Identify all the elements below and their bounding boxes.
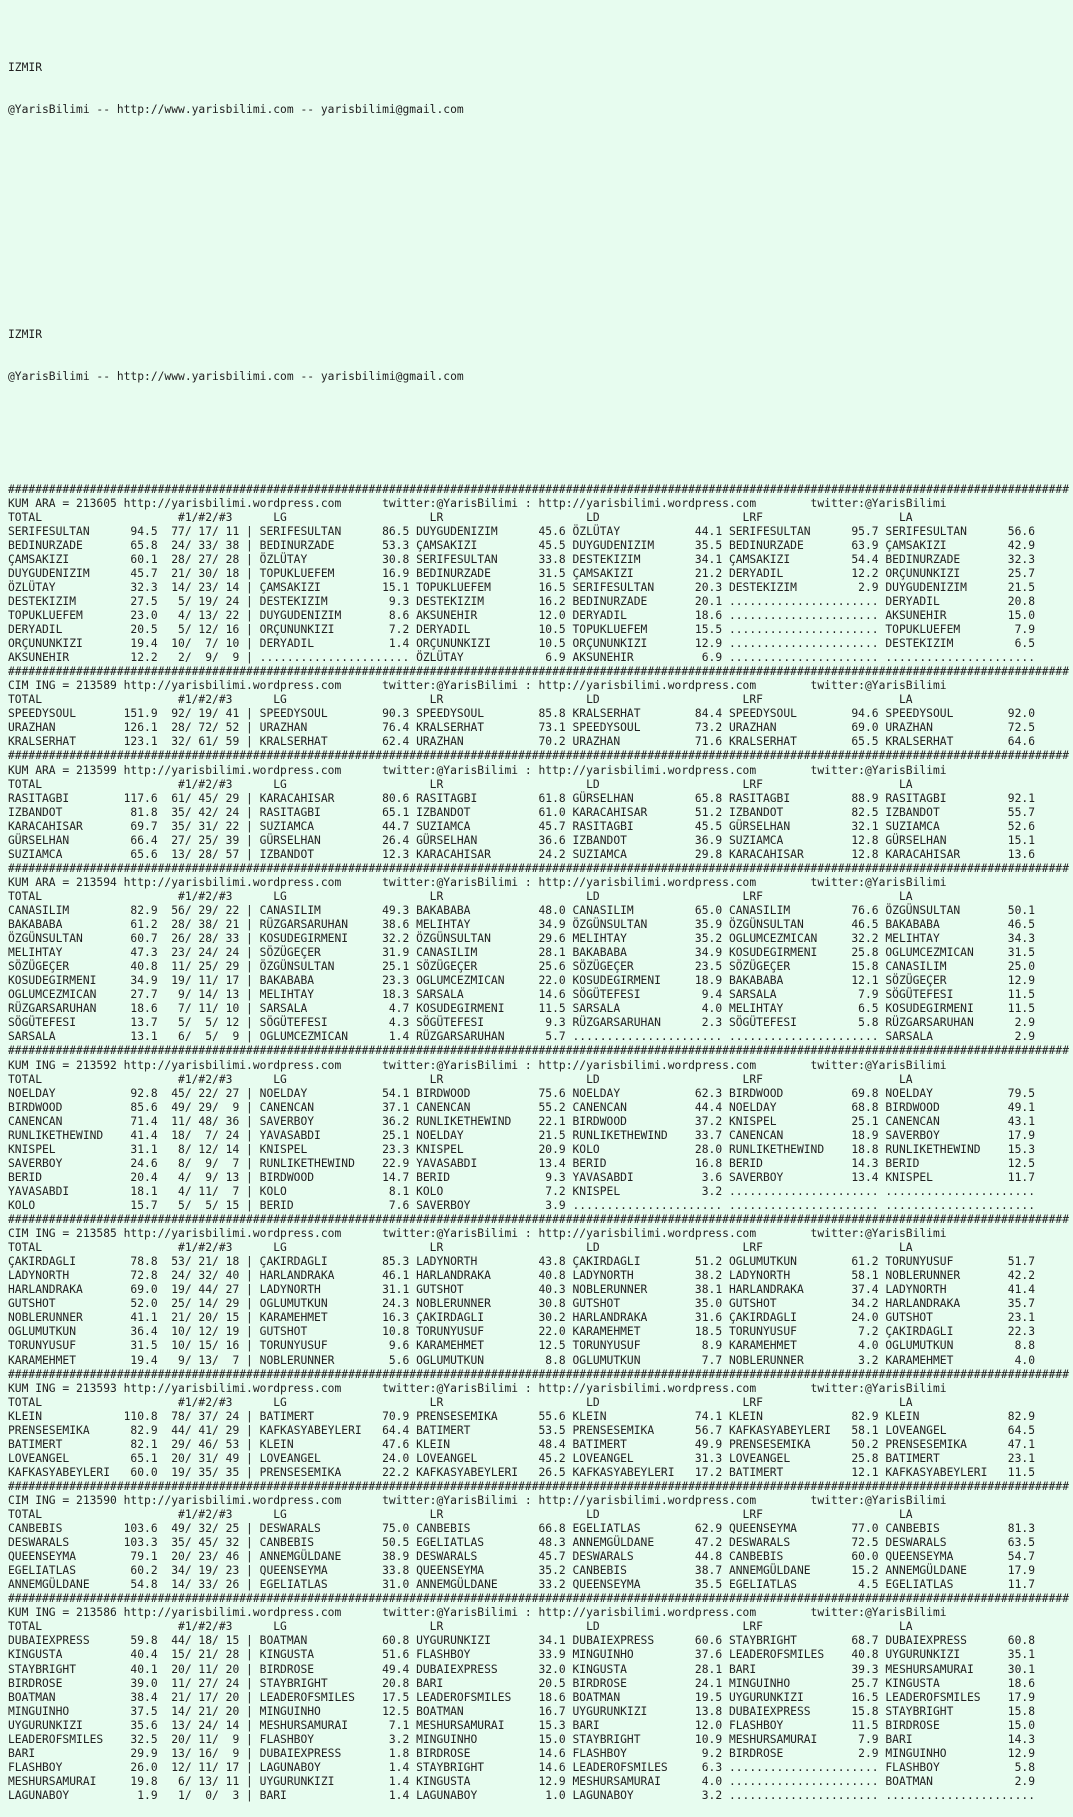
section-header: KUM ARA = 213605 http://yarisbilimi.wordpress.com twitter:@YarisBilimi : http://yarisbilimi.wordpress.com twitter:@YarisBilimi (8, 496, 947, 510)
table-row: KARAMEHMET 19.4 9/ 13/ 7 | NOBLERUNNER 5.6 OGLUMUTKUN 8.8 OGLUMUTKUN 7.7 NOBLERUNNER 3.2 KARAMEHMET 4.0 (8, 1353, 1042, 1367)
column-header-row: TOTAL #1/#2/#3 LG LR LD LRF LA (8, 1395, 920, 1409)
table-row: SARSALA 13.1 6/ 5/ 9 | OGLUMCEZMICAN 1.4 RÜZGARSARUHAN 5.7 ...................... ...................... SARSALA 2.9 (8, 1030, 1042, 1044)
separator-line: ############################################################################################################################################################ (8, 665, 1070, 679)
column-header-row: TOTAL #1/#2/#3 LG LR LD LRF LA (8, 693, 920, 707)
preamble-block-2 (8, 300, 1073, 455)
table-row: SÖZÜGEÇER 40.8 11/ 25/ 29 | ÖZGÜNSULTAN 25.1 SÖZÜGEÇER 25.6 SÖZÜGEÇER 23.5 SÖZÜGEÇER 15.8 CANASILIM 25.0 (8, 960, 1042, 974)
table-row: BIRDWOOD 85.6 49/ 29/ 9 | CANENCAN 37.1 CANENCAN 55.2 CANENCAN 44.4 NOELDAY 68.8 BIRDWOOD 49.1 (8, 1100, 1042, 1114)
table-row: KNISPEL 31.1 8/ 12/ 14 | KNISPEL 23.3 KNISPEL 20.9 KOLO 28.0 RUNLIKETHEWIND 18.8 RUNLIKETHEWIND 15.3 (8, 1142, 1042, 1156)
table-row: ÖZGÜNSULTAN 60.7 26/ 28/ 33 | KOSUDEGIRMENI 32.2 ÖZGÜNSULTAN 29.6 MELIHTAY 35.2 OGLUMCEZMICAN 32.2 MELIHTAY 34.3 (8, 932, 1042, 946)
table-row: MINGUINHO 37.5 14/ 21/ 20 | MINGUINHO 12.5 BOATMAN 16.7 UYGURUNKIZI 13.8 DUBAIEXPRESS 15.8 STAYBRIGHT 15.8 (8, 1704, 1042, 1718)
table-row: BEDINURZADE 65.8 24/ 33/ 38 | BEDINURZADE 53.3 ÇAMSAKIZI 45.5 DUYGUDENIZIM 35.5 BEDINURZADE 63.9 ÇAMSAKIZI 42.9 (8, 538, 1042, 552)
table-row: FLASHBOY 26.0 12/ 11/ 17 | LAGUNABOY 1.4 STAYBRIGHT 14.6 LEADEROFSMILES 6.3 ...................... FLASHBOY 5.8 (8, 1760, 1042, 1774)
section-header: CIM ING = 213585 http://yarisbilimi.wordpress.com twitter:@YarisBilimi : http://yarisbilimi.wordpress.com twitter:@YarisBilimi (8, 1227, 947, 1241)
table-row: URAZHAN 126.1 28/ 72/ 52 | URAZHAN 76.4 KRALSERHAT 73.1 SPEEDYSOUL 73.2 URAZHAN 69.0 URAZHAN 72.5 (8, 721, 1042, 735)
blank-line (8, 145, 1073, 159)
contact-line: @YarisBilimi -- http://www.yarisbilimi.com -- yarisbilimi@gmail.com (8, 370, 464, 384)
table-row: KOLO 15.7 5/ 5/ 15 | BERID 7.6 SAVERBOY 3.9 ...................... ...................... ...................... (8, 1198, 1042, 1212)
table-row: LADYNORTH 72.8 24/ 32/ 40 | HARLANDRAKA 46.1 HARLANDRAKA 40.8 LADYNORTH 38.2 LADYNORTH 58.1 NOBLERUNNER 42.2 (8, 1269, 1042, 1283)
city-title: IZMIR (8, 328, 43, 342)
table-row: TOPUKLUEFEM 23.0 4/ 13/ 22 | DUYGUDENIZIM 8.6 AKSUNEHIR 12.0 DERYADIL 18.6 ...................... AKSUNEHIR 15.0 (8, 609, 1042, 623)
table-row: CANBEBIS 103.6 49/ 32/ 25 | DESWARALS 75.0 CANBEBIS 66.8 EGELIATLAS 62.9 QUEENSEYMA 77.0 CANBEBIS 81.3 (8, 1522, 1042, 1536)
table-row: ÇAKIRDAGLI 78.8 53/ 21/ 18 | ÇAKIRDAGLI 85.3 LADYNORTH 43.8 ÇAKIRDAGLI 51.2 OGLUMUTKUN 61.2 TORUNYUSUF 51.7 (8, 1255, 1042, 1269)
section-header: CIM ING = 213589 http://yarisbilimi.wordpress.com twitter:@YarisBilimi : http://yarisbilimi.wordpress.com twitter:@YarisBilimi (8, 679, 947, 693)
table-row: BOATMAN 38.4 21/ 17/ 20 | LEADEROFSMILES 17.5 LEADEROFSMILES 18.6 BOATMAN 19.5 UYGURUNKIZI 16.5 LEADEROFSMILES 17.9 (8, 1690, 1042, 1704)
table-row: ÖZLÜTAY 32.3 14/ 23/ 14 | ÇAMSAKIZI 15.1 TOPUKLUEFEM 16.5 SERIFESULTAN 20.3 DESTEKIZIM 2.9 DUYGUDENIZIM 21.5 (8, 580, 1042, 594)
separator-line: ############################################################################################################################################################ (8, 1213, 1070, 1227)
table-row: DUYGUDENIZIM 45.7 21/ 30/ 18 | TOPUKLUEFEM 16.9 BEDINURZADE 31.5 ÇAMSAKIZI 21.2 DERYADIL 12.2 ORÇUNUNKIZI 25.7 (8, 566, 1042, 580)
table-row: AKSUNEHIR 12.2 2/ 9/ 9 | ...................... ÖZLÜTAY 6.9 AKSUNEHIR 6.9 ...................... ...................... (8, 651, 1042, 665)
table-row: KRALSERHAT 123.1 32/ 61/ 59 | KRALSERHAT 62.4 URAZHAN 70.2 URAZHAN 71.6 KRALSERHAT 65.5 KRALSERHAT 64.6 (8, 735, 1042, 749)
table-row: SUZIAMCA 65.6 13/ 28/ 57 | IZBANDOT 12.3 KARACAHISAR 24.2 SUZIAMCA 29.8 KARACAHISAR 12.8 KARACAHISAR 13.6 (8, 847, 1042, 861)
table-row: BARI 29.9 13/ 16/ 9 | DUBAIEXPRESS 1.8 BIRDROSE 14.6 FLASHBOY 9.2 BIRDROSE 2.9 MINGUINHO 12.9 (8, 1746, 1042, 1760)
table-row: KARACAHISAR 69.7 35/ 31/ 22 | SUZIAMCA 44.7 SUZIAMCA 45.7 RASITAGBI 45.5 GÜRSELHAN 32.1 SUZIAMCA 52.6 (8, 819, 1042, 833)
table-row: KINGUSTA 40.4 15/ 21/ 28 | KINGUSTA 51.6 FLASHBOY 33.9 MINGUINHO 37.6 LEADEROFSMILES 40.8 UYGURUNKIZI 35.1 (8, 1648, 1042, 1662)
section-header: KUM ING = 213592 http://yarisbilimi.wordpress.com twitter:@YarisBilimi : http://yarisbilimi.wordpress.com twitter:@YarisBilimi (8, 1058, 947, 1072)
table-row: OGLUMUTKUN 36.4 10/ 12/ 19 | GUTSHOT 10.8 TORUNYUSUF 22.0 KARAMEHMET 18.5 TORUNYUSUF 7.2 ÇAKIRDAGLI 22.3 (8, 1325, 1042, 1339)
table-row: CANASILIM 82.9 56/ 29/ 22 | CANASILIM 49.3 BAKABABA 48.0 CANASILIM 65.0 CANASILIM 76.6 ÖZGÜNSULTAN 50.1 (8, 904, 1042, 917)
table-row: DESWARALS 103.3 35/ 45/ 32 | CANBEBIS 50.5 EGELIATLAS 48.3 ANNEMGÜLDANE 47.2 DESWARALS 72.5 DESWARALS 63.5 (8, 1536, 1042, 1550)
separator-line: ############################################################################################################################################################ (8, 861, 1070, 875)
table-row: YAVASABDI 18.1 4/ 11/ 7 | KOLO 8.1 KOLO 7.2 KNISPEL 3.2 ...................... ...................... (8, 1184, 1042, 1198)
table-row: STAYBRIGHT 40.1 20/ 11/ 20 | BIRDROSE 49.4 DUBAIEXPRESS 32.0 KINGUSTA 28.1 BARI 39.3 MESHURSAMURAI 30.1 (8, 1662, 1042, 1676)
table-row: KLEIN 110.8 78/ 37/ 24 | BATIMERT 70.9 PRENSESEMIKA 55.6 KLEIN 74.1 KLEIN 82.9 KLEIN 82.9 (8, 1409, 1042, 1423)
table-row: IZBANDOT 81.8 35/ 42/ 24 | RASITAGBI 65.1 IZBANDOT 61.0 KARACAHISAR 51.2 IZBANDOT 82.5 IZBANDOT 55.7 (8, 805, 1042, 819)
table-row: SPEEDYSOUL 151.9 92/ 19/ 41 | SPEEDYSOUL 90.3 SPEEDYSOUL 85.8 KRALSERHAT 84.4 SPEEDYSOUL 94.6 SPEEDYSOUL 92.0 (8, 707, 1042, 721)
table-row: RASITAGBI 117.6 61/ 45/ 29 | KARACAHISAR 80.6 RASITAGBI 61.8 GÜRSELHAN 65.8 RASITAGBI 88.9 RASITAGBI 92.1 (8, 791, 1042, 805)
table-row: NOELDAY 92.8 45/ 22/ 27 | NOELDAY 54.1 BIRDWOOD 75.6 NOELDAY 62.3 BIRDWOOD 69.8 NOELDAY 79.5 (8, 1086, 1042, 1100)
table-row: QUEENSEYMA 79.1 20/ 23/ 46 | ANNEMGÜLDANE 38.9 DESWARALS 45.7 DESWARALS 44.8 CANBEBIS 60.0 QUEENSEYMA 54.7 (8, 1550, 1042, 1564)
column-header-row: TOTAL #1/#2/#3 LG LR LD LRF LA (8, 510, 920, 524)
table-row: DESTEKIZIM 27.5 5/ 19/ 24 | DESTEKIZIM 9.3 DESTEKIZIM 16.2 BEDINURZADE 20.1 ...................... DERYADIL 20.8 (8, 594, 1042, 608)
table-row: ORÇUNUNKIZI 19.4 10/ 7/ 10 | DERYADIL 1.4 ORÇUNUNKIZI 10.5 ORÇUNUNKIZI 12.9 ...................... DESTEKIZIM 6.5 (8, 637, 1042, 651)
table-row: ANNEMGÜLDANE 54.8 14/ 33/ 26 | EGELIATLAS 31.0 ANNEMGÜLDANE 33.2 QUEENSEYMA 35.5 EGELIATLAS 4.5 EGELIATLAS 11.7 (8, 1578, 1042, 1592)
table-row: KAFKASYABEYLERI 60.0 19/ 35/ 35 | PRENSESEMIKA 22.2 KAFKASYABEYLERI 26.5 KAFKASYABEYLERI 17.2 BATIMERT 12.1 KAFKASYABEYLERI 11.5 (8, 1465, 1042, 1479)
table-row: OGLUMCEZMICAN 27.7 9/ 14/ 13 | MELIHTAY 18.3 SARSALA 14.6 SÖGÜTEFESI 9.4 SARSALA 7.9 SÖGÜTEFESI 11.5 (8, 988, 1042, 1002)
table-row: MELIHTAY 47.3 23/ 24/ 24 | SÖZÜGEÇER 31.9 CANASILIM 28.1 BAKABABA 34.9 KOSUDEGIRMENI 25.8 OGLUMCEZMICAN 31.5 (8, 946, 1042, 960)
separator-line: ############################################################################################################################################################ (8, 1367, 1070, 1381)
table-row: DERYADIL 20.5 5/ 12/ 16 | ORÇUNUNKIZI 7.2 DERYADIL 10.5 TOPUKLUEFEM 15.5 ...................... TOPUKLUEFEM 7.9 (8, 623, 1042, 637)
column-header-row: TOTAL #1/#2/#3 LG LR LD LRF LA (8, 1241, 920, 1255)
table-row: GÜRSELHAN 66.4 27/ 25/ 39 | GÜRSELHAN 26.4 GÜRSELHAN 36.6 IZBANDOT 36.9 SUZIAMCA 12.8 GÜRSELHAN 15.1 (8, 833, 1042, 847)
table-row: BAKABABA 61.2 28/ 38/ 21 | RÜZGARSARUHAN 38.6 MELIHTAY 34.9 ÖZGÜNSULTAN 35.9 ÖZGÜNSULTAN 46.5 BAKABABA 46.5 (8, 918, 1042, 932)
section-header: KUM ARA = 213594 http://yarisbilimi.wordpress.com twitter:@YarisBilimi : http://yarisbilimi.wordpress.com twitter:@YarisBilimi (8, 875, 947, 889)
table-row: BIRDROSE 39.0 11/ 27/ 24 | STAYBRIGHT 20.8 BARI 20.5 BIRDROSE 24.1 MINGUINHO 25.7 KINGUSTA 18.6 (8, 1676, 1042, 1690)
separator-line: ############################################################################################################################################################ (8, 1592, 1070, 1606)
section-header: KUM ING = 213593 http://yarisbilimi.wordpress.com twitter:@YarisBilimi : http://yarisbilimi.wordpress.com twitter:@YarisBilimi (8, 1381, 947, 1395)
table-row: BERID 20.4 4/ 9/ 13 | BIRDWOOD 14.7 BERID 9.3 YAVASABDI 3.6 SAVERBOY 13.4 KNISPEL 11.7 (8, 1170, 1042, 1184)
table-row: LOVEANGEL 65.1 20/ 31/ 49 | LOVEANGEL 24.0 LOVEANGEL 45.2 LOVEANGEL 31.3 LOVEANGEL 25.8 BATIMERT 23.1 (8, 1451, 1042, 1465)
column-header-row: TOTAL #1/#2/#3 LG LR LD LRF LA (8, 1620, 920, 1634)
table-row: TORUNYUSUF 31.5 10/ 15/ 16 | TORUNYUSUF 9.6 KARAMEHMET 12.5 TORUNYUSUF 8.9 KARAMEHMET 4.0 OGLUMUTKUN 8.8 (8, 1339, 1042, 1353)
table-row: BATIMERT 82.1 29/ 46/ 53 | KLEIN 47.6 KLEIN 48.4 BATIMERT 49.9 PRENSESEMIKA 50.2 PRENSESEMIKA 47.1 (8, 1437, 1042, 1451)
table-row: RUNLIKETHEWIND 41.4 18/ 7/ 24 | YAVASABDI 25.1 NOELDAY 21.5 RUNLIKETHEWIND 33.7 CANENCAN 18.9 SAVERBOY 17.9 (8, 1128, 1042, 1142)
table-row: CANENCAN 71.4 11/ 48/ 36 | SAVERBOY 36.2 RUNLIKETHEWIND 22.1 BIRDWOOD 37.2 KNISPEL 25.1 CANENCAN 43.1 (8, 1114, 1042, 1128)
table-row: DUBAIEXPRESS 59.8 44/ 18/ 15 | BOATMAN 60.8 UYGURUNKIZI 34.1 DUBAIEXPRESS 60.6 STAYBRIGHT 68.7 DUBAIEXPRESS 60.8 (8, 1634, 1042, 1648)
separator-line: ############################################################################################################################################################ (8, 1044, 1070, 1058)
blank-line (8, 230, 1073, 244)
table-row: EGELIATLAS 60.2 34/ 19/ 23 | QUEENSEYMA 33.8 QUEENSEYMA 35.2 CANBEBIS 38.7 ANNEMGÜLDANE 15.2 ANNEMGÜLDANE 17.9 (8, 1564, 1042, 1578)
table-row: KOSUDEGIRMENI 34.9 19/ 11/ 17 | BAKABABA 23.3 OGLUMCEZMICAN 22.0 KOSUDEGIRMENI 18.9 BAKABABA 12.1 SÖZÜGEÇER 12.9 (8, 974, 1042, 988)
contact-line: @YarisBilimi -- http://www.yarisbilimi.com -- yarisbilimi@gmail.com (8, 103, 464, 117)
blank-line (8, 412, 1073, 426)
table-row: HARLANDRAKA 69.0 19/ 44/ 27 | LADYNORTH 31.1 GUTSHOT 40.3 NOBLERUNNER 38.1 HARLANDRAKA 37.4 LADYNORTH 41.4 (8, 1283, 1042, 1297)
column-header-row: TOTAL #1/#2/#3 LG LR LD LRF LA (8, 889, 920, 903)
separator-line: ############################################################################################################################################################ (8, 1479, 1070, 1493)
table-row: SAVERBOY 24.6 8/ 9/ 7 | RUNLIKETHEWIND 22.9 YAVASABDI 13.4 BERID 16.8 BERID 14.3 BERID 12.5 (8, 1156, 1042, 1170)
table-row: UYGURUNKIZI 35.6 13/ 24/ 14 | MESHURSAMURAI 7.1 MESHURSAMURAI 15.3 BARI 12.0 FLASHBOY 11.5 BIRDROSE 15.0 (8, 1718, 1042, 1732)
column-header-row: TOTAL #1/#2/#3 LG LR LD LRF LA (8, 1508, 920, 1522)
section-header: CIM ING = 213590 http://yarisbilimi.wordpress.com twitter:@YarisBilimi : http://yarisbilimi.wordpress.com twitter:@YarisBilimi (8, 1493, 947, 1507)
blank-line (8, 188, 1073, 202)
table-row: SÖGÜTEFESI 13.7 5/ 5/ 12 | SÖGÜTEFESI 4.3 SÖGÜTEFESI 9.3 RÜZGARSARUHAN 2.3 SÖGÜTEFESI 5.8 RÜZGARSARUHAN 2.9 (8, 1016, 1042, 1030)
column-header-row: TOTAL #1/#2/#3 LG LR LD LRF LA (8, 1072, 920, 1086)
preamble-block-1 (8, 33, 1073, 272)
separator-line: ############################################################################################################################################################ (8, 749, 1070, 763)
table-row: LAGUNABOY 1.9 1/ 0/ 3 | BARI 1.4 LAGUNABOY 1.0 LAGUNABOY 3.2 ...................... ...................... (8, 1788, 1042, 1802)
table-row: LEADEROFSMILES 32.5 20/ 11/ 9 | FLASHBOY 3.2 MINGUINHO 15.0 STAYBRIGHT 10.9 MESHURSAMURAI 7.9 BARI 14.3 (8, 1732, 1042, 1746)
section-header: KUM ING = 213586 http://yarisbilimi.wordpress.com twitter:@YarisBilimi : http://yarisbilimi.wordpress.com twitter:@YarisBilimi (8, 1606, 947, 1620)
table-row: MESHURSAMURAI 19.8 6/ 13/ 11 | UYGURUNKIZI 1.4 KINGUSTA 12.9 MESHURSAMURAI 4.0 ...................... BOATMAN 2.9 (8, 1774, 1042, 1788)
section-header: KUM ARA = 213599 http://yarisbilimi.wordpress.com twitter:@YarisBilimi : http://yarisbilimi.wordpress.com twitter:@YarisBilimi (8, 763, 947, 777)
table-row: PRENSESEMIKA 82.9 44/ 41/ 29 | KAFKASYABEYLERI 64.4 BATIMERT 53.5 PRENSESEMIKA 56.7 KAFKASYABEYLERI 58.1 LOVEANGEL 64.5 (8, 1423, 1042, 1437)
table-row: ÇAMSAKIZI 60.1 28/ 27/ 28 | ÖZLÜTAY 30.8 SERIFESULTAN 33.8 DESTEKIZIM 34.1 ÇAMSAKIZI 54.4 BEDINURZADE 32.3 (8, 552, 1042, 566)
table-row: SERIFESULTAN 94.5 77/ 17/ 11 | SERIFESULTAN 86.5 DUYGUDENIZIM 45.6 ÖZLÜTAY 44.1 SERIFESULTAN 95.7 SERIFESULTAN 56.6 (8, 524, 1042, 538)
report-sections (8, 483, 1073, 1803)
column-header-row: TOTAL #1/#2/#3 LG LR LD LRF LA (8, 777, 920, 791)
table-row: RÜZGARSARUHAN 18.6 7/ 11/ 10 | SARSALA 4.7 KOSUDEGIRMENI 11.5 SARSALA 4.0 MELIHTAY 6.5 KOSUDEGIRMENI 11.5 (8, 1002, 1042, 1016)
separator-line: ############################################################################################################################################################ (8, 482, 1070, 496)
table-row: NOBLERUNNER 41.1 21/ 20/ 15 | KARAMEHMET 16.3 ÇAKIRDAGLI 30.2 HARLANDRAKA 31.6 ÇAKIRDAGLI 24.0 GUTSHOT 23.1 (8, 1311, 1042, 1325)
table-row: GUTSHOT 52.0 25/ 14/ 29 | OGLUMUTKUN 24.3 NOBLERUNNER 30.8 GUTSHOT 35.0 GUTSHOT 34.2 HARLANDRAKA 35.7 (8, 1297, 1042, 1311)
city-title: IZMIR (8, 61, 43, 75)
